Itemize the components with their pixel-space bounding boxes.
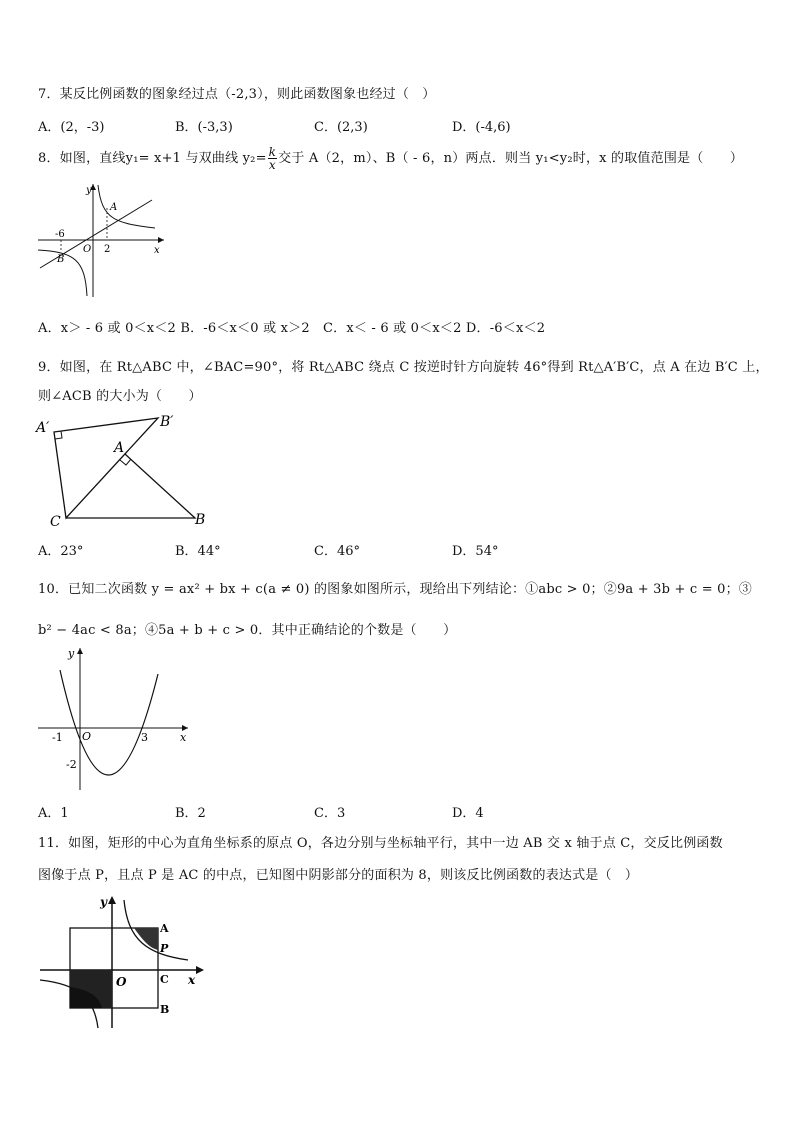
q10-label-neg2: -2 (66, 758, 77, 771)
q10-label-y: y (68, 647, 75, 660)
q10-figure (34, 644, 194, 794)
q8-options: A．x＞ - 6 或 0＜x＜2 B．-6＜x＜0 或 x＞2 C．x＜ - 6 或 0＜x＜2 D．-6＜x＜2 (38, 321, 546, 336)
q11-stem-line2: 图像于点 P，且点 P 是 AC 的中点，已知图中阴影部分的面积为 8，则该反比例函数的表达式是（ ） (38, 868, 639, 883)
q7-stem: 7．某反比例函数的图象经过点（-2,3），则此函数图象也经过（ ） (38, 87, 436, 102)
q7-option-a: A．(2，-3) (38, 120, 105, 135)
q8-label-y: y (86, 185, 92, 196)
q10-stem-line2: b² − 4ac < 8a；④5a + b + c > 0．其中正确结论的个数是（ ） (38, 623, 457, 638)
q11-label-y: y (100, 895, 107, 909)
q8-label-2: 2 (104, 244, 111, 255)
q10-label-3: 3 (141, 731, 148, 744)
q11-figure (36, 892, 216, 1032)
q8-fraction-numerator: k (268, 145, 277, 159)
q8-label-neg6: -6 (55, 229, 65, 240)
q9-label-b: B (195, 512, 206, 528)
q9-label-a: A (114, 440, 125, 456)
q8-fraction-denominator: x (268, 158, 276, 172)
q8-label-x: x (154, 245, 160, 256)
q11-label-b: B (160, 1003, 170, 1016)
q9-stem-line1: 9．如图，在 Rt△ABC 中，∠BAC=90°，将 Rt△ABC 绕点 C 按逆时针方向旋转 46°得到 Rt△A′B′C，点 A 在边 B′C 上， (38, 360, 769, 375)
q10-option-c: C．3 (314, 806, 346, 821)
q8-label-o: O (83, 244, 92, 255)
q9-label-c: C (50, 514, 61, 530)
q8-stem-part2: 交于 A（2，m）、B（ - 6，n）两点．则当 y₁<y₂时，x 的取值范围是（ ） (278, 151, 744, 166)
q7-option-c: C．(2,3) (314, 120, 368, 135)
q11-label-o: O (116, 975, 127, 989)
q11-label-p: P (160, 942, 169, 955)
q11-label-a: A (160, 922, 169, 935)
q7-option-b: B．(-3,3) (175, 120, 233, 135)
q9-stem-line2: 则∠ACB 的大小为（ ） (38, 389, 202, 404)
q9-figure (30, 410, 215, 532)
q10-stem-line1: 10．已知二次函数 y = ax² + bx + c(a ≠ 0) 的图象如图所示，现给出下列结论：①abc > 0；②9a + 3b + c = 0；③ (38, 582, 752, 597)
q8-fraction (268, 146, 277, 171)
q11-label-x: x (188, 973, 196, 987)
q9-option-a: A．23° (38, 544, 84, 559)
q10-option-b: B．2 (175, 806, 206, 821)
q9-option-b: B．44° (175, 544, 221, 559)
q7-option-d: D．(-4,6) (452, 120, 511, 135)
q10-option-d: D．4 (452, 806, 484, 821)
q8-stem-part1: 8．如图，直线y₁= x+1 与双曲线 y₂= (38, 151, 267, 166)
q8-stem (38, 146, 743, 171)
q11-label-c: C (160, 973, 169, 986)
q9-option-d: D．54° (452, 544, 499, 559)
q10-label-x: x (180, 731, 187, 744)
q9-option-c: C．46° (314, 544, 360, 559)
q8-label-a: A (110, 202, 118, 213)
q10-option-a: A．1 (38, 806, 69, 821)
q11-stem-line1: 11．如图，矩形的中心为直角坐标系的原点 O，各边分别与坐标轴平行，其中一边 AB 交 x 轴于点 C，交反比例函数 (38, 836, 723, 851)
q8-figure (30, 180, 170, 302)
q10-label-o: O (82, 730, 92, 743)
q10-label-neg1: -1 (52, 731, 63, 744)
q9-label-a-prime: A′ (36, 420, 50, 436)
q8-label-b: B (57, 254, 65, 265)
q9-label-b-prime: B′ (160, 414, 174, 430)
